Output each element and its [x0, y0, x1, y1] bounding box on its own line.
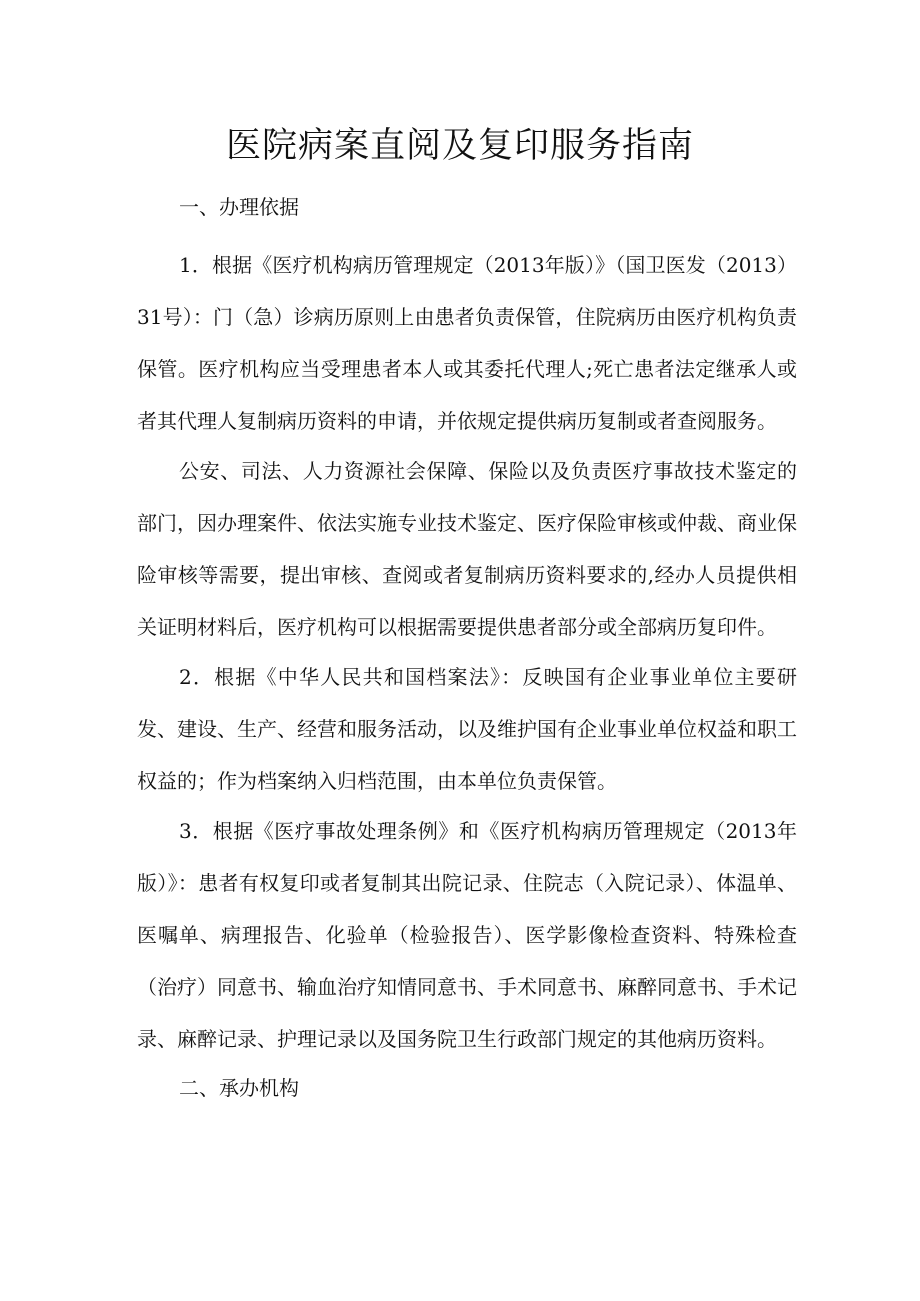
section-heading-organization: 二、承办机构: [179, 1076, 299, 1100]
section-heading-basis: 一、办理依据: [179, 195, 299, 219]
paragraph-medical-record-regulation: 1．根据《医疗机构病历管理规定（2013年版）》（国卫医发（2013）31号）：门（急）诊病历原则上由患者负责保管，住院病历由医疗机构负责保管。医疗机构应当受理患者本人或其委托代理人;死亡患者法定继承人或者其代理人复制病历资料的申请，并依规定提供病历复制或者查阅服务。: [137, 253, 797, 433]
paragraph-copy-rights: 3．根据《医疗事故处理条例》和《医疗机构病历管理规定（2013年版）》：患者有权复印或者复制其出院记录、住院志（入院记录）、体温单、医嘱单、病理报告、化验单（检验报告）、医学影像检查资料、特殊检查（治疗）同意书、输血治疗知情同意书、手术同意书、麻醉同意书、手术记录、麻醉记录、护理记录以及国务院卫生行政部门规定的其他病历资料。: [137, 819, 797, 1051]
document-title: 医院病案直阅及复印服务指南: [225, 126, 694, 166]
paragraph-authority-access: 公安、司法、人力资源社会保障、保险以及负责医疗事故技术鉴定的部门，因办理案件、依法实施专业技术鉴定、医疗保险审核或仲裁、商业保险审核等需要，提出审核、查阅或者复制病历资料要求的,经办人员提供相关证明材料后，医疗机构可以根据需要提供患者部分或全部病历复印件。: [137, 459, 797, 639]
paragraph-archives-law: 2．根据《中华人民共和国档案法》：反映国有企业事业单位主要研发、建设、生产、经营和服务活动，以及维护国有企业事业单位权益和职工权益的；作为档案纳入归档范围，由本单位负责保管。: [137, 665, 797, 793]
